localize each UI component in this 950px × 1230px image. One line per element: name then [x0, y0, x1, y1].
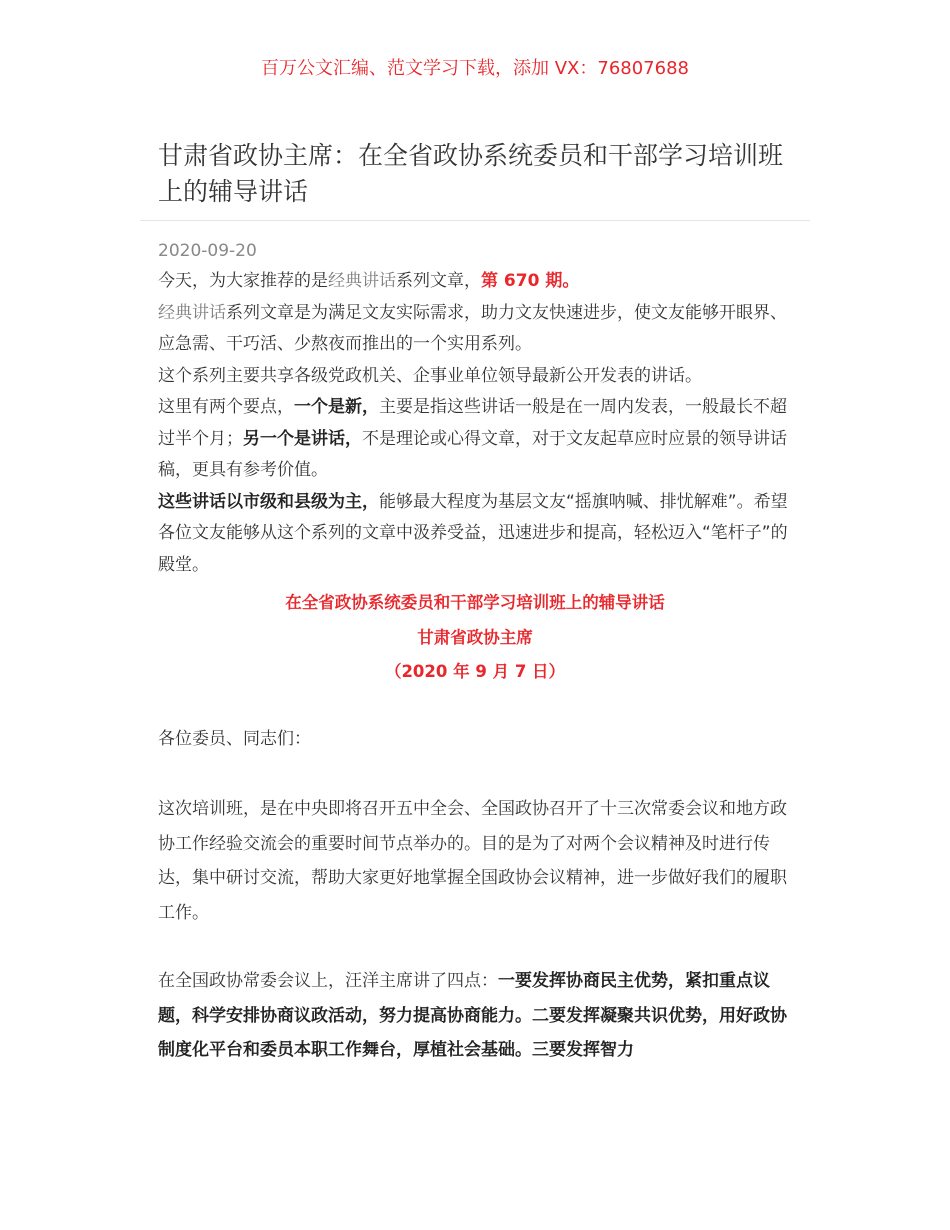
- speech-speaker: 甘肃省政协主席: [417, 627, 533, 647]
- intro-paragraph-1: [158, 266, 798, 298]
- speech-paragraph-2: [158, 964, 798, 1068]
- intro-text: 主要是指这些讲话一般是在一周内发表，一般最长不超过半个月；: [158, 397, 787, 449]
- intro-text: 系列文章，: [396, 271, 481, 291]
- intro-text: 不是理论或心得文章，对于文友起草应时应景的领导讲话稿，更具有参考价值。: [158, 428, 787, 480]
- issue-number: 第 670 期。: [481, 271, 580, 291]
- speech-text: 在全国政协常委会议上，汪洋主席讲了四点：: [158, 971, 498, 991]
- intro-paragraph-5: [158, 487, 798, 582]
- series-name: 经典讲话: [158, 302, 226, 323]
- key-point-level: 这些讲话以市级和县级为主，: [158, 491, 379, 512]
- key-point-speech: 另一个是讲话，: [243, 428, 362, 449]
- intro-text: 系列文章是为满足文友实际需求，助力文友快速进步，使文友能够开眼界、应急需、干巧活、少熬夜而推出的一个实用系列。: [158, 302, 787, 354]
- intro-text: 能够最大程度为基层文友“摇旗呐喊、排忧解难”。希望各位文友能够从这个系列的文章中汲养受益，迅速进步和提高，轻松迈入“笔杆子”的殿堂。: [158, 491, 788, 575]
- intro-text: 今天，为大家推荐的是: [158, 271, 328, 291]
- intro-paragraph-2: [158, 298, 798, 361]
- speech-title: 在全省政协系统委员和干部学习培训班上的辅导讲话: [285, 593, 665, 612]
- speech-date: （2020 年 9 月 7 日）: [384, 662, 566, 681]
- article-title: 甘肃省政协主席：在全省政协系统委员和干部学习培训班上的辅导讲话: [158, 141, 784, 206]
- intro-section: [158, 266, 798, 581]
- speech-key-points: 一要发挥协商民主优势，紧扣重点议题，科学安排协商议政活动，努力提高协商能力。二要发挥凝聚共识优势，用好政协制度化平台和委员本职工作舞台，厚植社会基础。三要发挥智力: [158, 971, 787, 1060]
- intro-paragraph-4: [158, 392, 798, 487]
- speech-paragraph-1: 这次培训班，是在中央即将召开五中全会、全国政协召开了十三次常委会议和地方政协工作经验交流会的重要时间节点举办的。目的是为了对两个会议精神及时进行传达，集中研讨交流，帮助大家更好地掌握全国政协会议精神，进一步做好我们的履职工作。: [158, 799, 787, 923]
- speech-heading: [0, 586, 950, 690]
- speech-greeting: 各位委员、同志们：: [158, 729, 311, 749]
- series-name: 经典讲话: [328, 271, 396, 291]
- title-divider: [140, 220, 810, 221]
- intro-text: 这里有两个要点，: [158, 397, 294, 417]
- intro-paragraph-3: 这个系列主要共享各级党政机关、企事业单位领导最新公开发表的讲话。: [158, 365, 702, 386]
- download-banner: 百万公文汇编、范文学习下载，添加 VX：76807688: [261, 58, 689, 79]
- key-point-new: 一个是新，: [294, 397, 379, 417]
- article-date: 2020-09-20: [158, 241, 257, 261]
